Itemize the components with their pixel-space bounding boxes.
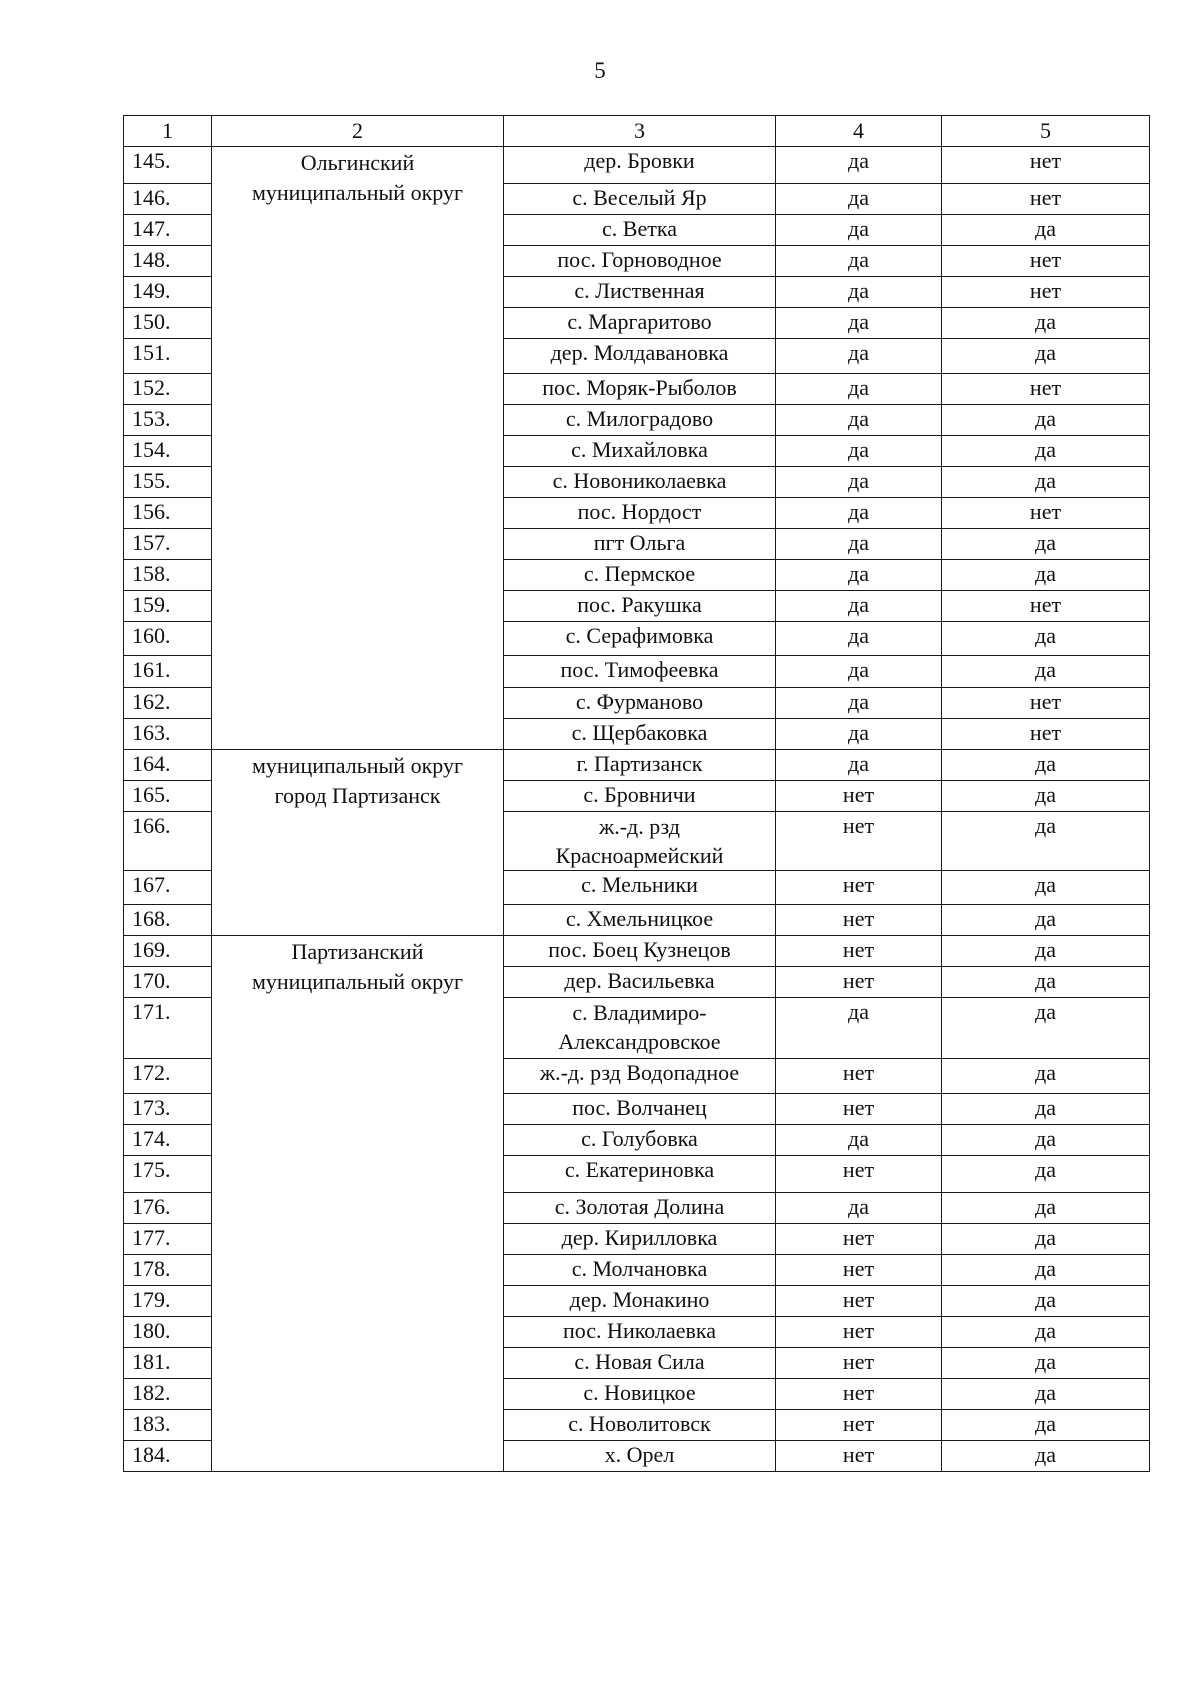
settlement-name: дер. Васильевка: [564, 968, 715, 993]
column-4-value: да: [776, 308, 942, 339]
header-cell-2: 2: [212, 116, 504, 147]
settlement-name: с. Серафимовка: [565, 623, 714, 648]
column-5-value: да: [942, 1224, 1150, 1255]
settlement-name: с. Молчановка: [571, 1256, 708, 1281]
settlement-name: пос. Горноводное: [557, 247, 722, 272]
row-number: 167.: [124, 871, 212, 905]
column-5-value: нет: [942, 147, 1150, 184]
settlement-cell: [504, 498, 776, 529]
row-number: 183.: [124, 1410, 212, 1441]
header-cell-1: 1: [124, 116, 212, 147]
settlement-cell: [504, 656, 776, 688]
column-4-value: нет: [776, 1286, 942, 1317]
row-number: 156.: [124, 498, 212, 529]
settlement-cell: [504, 246, 776, 277]
district-name: Ольгинский муниципальный округ: [251, 150, 463, 205]
column-4-value: нет: [776, 967, 942, 998]
settlement-cell: [504, 1193, 776, 1224]
settlement-cell: [504, 622, 776, 656]
column-4-value: да: [776, 184, 942, 215]
row-number: 147.: [124, 215, 212, 246]
settlement-name: пос. Ракушка: [577, 592, 702, 617]
settlement-name: с. Золотая Долина: [554, 1194, 725, 1219]
column-5-value: да: [942, 1125, 1150, 1156]
column-4-value: да: [776, 560, 942, 591]
settlement-cell: [504, 529, 776, 560]
column-4-value: нет: [776, 1156, 942, 1193]
column-4-value: нет: [776, 1348, 942, 1379]
column-5-value: да: [942, 998, 1150, 1059]
table-row: [124, 750, 1150, 781]
row-number: 146.: [124, 184, 212, 215]
settlement-name: с. Новолитовск: [568, 1411, 711, 1436]
settlement-name: с. Щербаковка: [571, 720, 708, 745]
column-5-value: нет: [942, 184, 1150, 215]
settlement-cell: [504, 1255, 776, 1286]
row-number: 162.: [124, 688, 212, 719]
column-5-value: да: [942, 1317, 1150, 1348]
settlement-cell: [504, 719, 776, 750]
settlement-name: дер. Молдавановка: [550, 340, 729, 365]
settlement-cell: [504, 750, 776, 781]
settlement-cell: [504, 277, 776, 308]
row-number: 153.: [124, 405, 212, 436]
column-5-value: да: [942, 1156, 1150, 1193]
settlement-name: пос. Волчанец: [572, 1095, 707, 1120]
settlement-name: х. Орел: [604, 1442, 675, 1467]
settlement-cell: [504, 1410, 776, 1441]
row-number: 161.: [124, 656, 212, 688]
column-4-value: да: [776, 147, 942, 184]
row-number: 182.: [124, 1379, 212, 1410]
settlement-cell: [504, 1441, 776, 1472]
row-number: 173.: [124, 1094, 212, 1125]
table-row: [124, 936, 1150, 967]
district-name: муниципальный округ город Партизанск: [251, 753, 463, 808]
column-5-value: да: [942, 436, 1150, 467]
settlement-name: дер. Бровки: [584, 148, 695, 173]
column-4-value: да: [776, 591, 942, 622]
row-number: 175.: [124, 1156, 212, 1193]
column-5-value: да: [942, 405, 1150, 436]
row-number: 184.: [124, 1441, 212, 1472]
row-number: 150.: [124, 308, 212, 339]
column-5-value: да: [942, 1441, 1150, 1472]
settlement-name: с. Хмельницкое: [565, 906, 714, 931]
column-4-value: нет: [776, 1094, 942, 1125]
column-4-value: да: [776, 656, 942, 688]
row-number: 151.: [124, 339, 212, 374]
column-4-value: нет: [776, 1410, 942, 1441]
settlement-cell: [504, 998, 776, 1059]
column-4-value: нет: [776, 1255, 942, 1286]
row-number: 169.: [124, 936, 212, 967]
column-4-value: да: [776, 467, 942, 498]
column-4-value: нет: [776, 812, 942, 871]
settlement-cell: [504, 1059, 776, 1094]
column-5-value: да: [942, 750, 1150, 781]
column-4-value: да: [776, 998, 942, 1059]
settlement-name: с. Екатериновка: [564, 1157, 715, 1182]
settlement-name: с. Веселый Яр: [572, 185, 707, 210]
row-number: 164.: [124, 750, 212, 781]
column-4-value: да: [776, 622, 942, 656]
header-cell-4: 4: [776, 116, 942, 147]
column-5-value: да: [942, 1255, 1150, 1286]
settlement-cell: [504, 591, 776, 622]
column-4-value: да: [776, 688, 942, 719]
row-number: 170.: [124, 967, 212, 998]
settlement-cell: [504, 688, 776, 719]
settlement-cell: [504, 436, 776, 467]
row-number: 166.: [124, 812, 212, 871]
column-5-value: нет: [942, 498, 1150, 529]
column-4-value: да: [776, 1125, 942, 1156]
settlement-name: ж.-д. рзд Водопадное: [539, 1060, 740, 1085]
column-4-value: да: [776, 498, 942, 529]
column-4-value: да: [776, 529, 942, 560]
column-4-value: да: [776, 339, 942, 374]
row-number: 180.: [124, 1317, 212, 1348]
settlement-cell: [504, 936, 776, 967]
column-4-value: да: [776, 405, 942, 436]
column-5-value: да: [942, 1348, 1150, 1379]
column-5-value: да: [942, 308, 1150, 339]
column-4-value: да: [776, 246, 942, 277]
row-number: 157.: [124, 529, 212, 560]
row-number: 181.: [124, 1348, 212, 1379]
settlement-name: с. Голубовка: [581, 1126, 698, 1151]
district-name: Партизанский муниципальный округ: [251, 939, 463, 994]
column-5-value: да: [942, 967, 1150, 998]
column-4-value: да: [776, 215, 942, 246]
row-number: 179.: [124, 1286, 212, 1317]
header-cell-3: 3: [504, 116, 776, 147]
settlement-name: пгт Ольга: [593, 530, 686, 555]
column-5-value: да: [942, 905, 1150, 936]
settlement-name: с. Маргаритово: [567, 309, 712, 334]
column-5-value: нет: [942, 688, 1150, 719]
column-4-value: да: [776, 750, 942, 781]
row-number: 174.: [124, 1125, 212, 1156]
column-5-value: да: [942, 622, 1150, 656]
column-4-value: нет: [776, 905, 942, 936]
settlement-cell: [504, 871, 776, 905]
settlement-cell: [504, 339, 776, 374]
column-5-value: да: [942, 1379, 1150, 1410]
row-number: 165.: [124, 781, 212, 812]
column-5-value: да: [942, 529, 1150, 560]
settlement-name: дер. Монакино: [569, 1287, 710, 1312]
column-5-value: да: [942, 1193, 1150, 1224]
row-number: 177.: [124, 1224, 212, 1255]
settlement-cell: [504, 308, 776, 339]
settlement-name: с. Фурманово: [575, 689, 704, 714]
settlement-cell: [504, 1094, 776, 1125]
settlement-cell: [504, 405, 776, 436]
settlement-cell: [504, 967, 776, 998]
settlement-cell: [504, 812, 776, 871]
column-5-value: да: [942, 339, 1150, 374]
settlement-cell: [504, 1156, 776, 1193]
column-4-value: нет: [776, 871, 942, 905]
header-cell-5: 5: [942, 116, 1150, 147]
settlement-name: с. Новониколаевка: [552, 468, 727, 493]
settlement-cell: [504, 781, 776, 812]
settlement-name: с. Мельники: [581, 872, 698, 897]
district-cell: [212, 750, 504, 936]
settlement-name: с. Ветка: [602, 216, 677, 241]
row-number: 158.: [124, 560, 212, 591]
district-cell: [212, 147, 504, 750]
settlement-cell: [504, 184, 776, 215]
column-5-value: нет: [942, 246, 1150, 277]
column-5-value: да: [942, 656, 1150, 688]
table-header-row: [124, 116, 1150, 147]
column-4-value: да: [776, 436, 942, 467]
settlement-name: пос. Нордост: [577, 499, 702, 524]
settlement-name: пос. Тимофеевка: [560, 657, 719, 682]
column-4-value: да: [776, 1193, 942, 1224]
row-number: 154.: [124, 436, 212, 467]
settlement-cell: [504, 467, 776, 498]
table-row: [124, 147, 1150, 184]
column-4-value: нет: [776, 1441, 942, 1472]
column-4-value: да: [776, 277, 942, 308]
settlement-name: г. Партизанск: [576, 751, 703, 776]
settlement-cell: [504, 147, 776, 184]
row-number: 145.: [124, 147, 212, 184]
column-4-value: нет: [776, 1224, 942, 1255]
settlement-name: с. Лиственная: [574, 278, 705, 303]
settlement-name: с. Новая Сила: [574, 1349, 705, 1374]
row-number: 171.: [124, 998, 212, 1059]
row-number: 160.: [124, 622, 212, 656]
column-4-value: нет: [776, 1059, 942, 1094]
column-4-value: нет: [776, 781, 942, 812]
column-5-value: да: [942, 467, 1150, 498]
column-4-value: да: [776, 719, 942, 750]
row-number: 163.: [124, 719, 212, 750]
row-number: 152.: [124, 374, 212, 405]
settlement-cell: [504, 1317, 776, 1348]
column-5-value: нет: [942, 277, 1150, 308]
column-5-value: да: [942, 1094, 1150, 1125]
settlement-name: с. Бровничи: [583, 782, 696, 807]
row-number: 178.: [124, 1255, 212, 1286]
column-5-value: да: [942, 1286, 1150, 1317]
column-5-value: нет: [942, 591, 1150, 622]
settlement-cell: [504, 374, 776, 405]
row-number: 159.: [124, 591, 212, 622]
column-5-value: да: [942, 812, 1150, 871]
column-5-value: да: [942, 1410, 1150, 1441]
row-number: 172.: [124, 1059, 212, 1094]
column-4-value: нет: [776, 1379, 942, 1410]
settlement-cell: [504, 1379, 776, 1410]
settlement-name: ж.-д. рзд Красноармейский: [555, 814, 724, 868]
column-5-value: да: [942, 215, 1150, 246]
settlements-table: [123, 115, 1150, 1472]
settlement-name: с. Новицкое: [583, 1380, 696, 1405]
column-5-value: да: [942, 936, 1150, 967]
settlement-cell: [504, 1348, 776, 1379]
row-number: 148.: [124, 246, 212, 277]
settlement-name: пос. Боец Кузнецов: [548, 937, 731, 962]
settlement-name: с. Милоградово: [565, 406, 714, 431]
settlement-name: с. Владимиро-Александровское: [558, 1000, 721, 1054]
column-5-value: да: [942, 871, 1150, 905]
column-5-value: да: [942, 1059, 1150, 1094]
settlement-cell: [504, 560, 776, 591]
settlement-name: с. Пермское: [583, 561, 696, 586]
settlement-name: пос. Моряк-Рыболов: [542, 375, 737, 400]
row-number: 176.: [124, 1193, 212, 1224]
settlement-name: пос. Николаевка: [562, 1318, 717, 1343]
settlement-cell: [504, 1125, 776, 1156]
page-number: 5: [594, 58, 606, 83]
column-4-value: нет: [776, 1317, 942, 1348]
row-number: 155.: [124, 467, 212, 498]
settlement-name: дер. Кирилловка: [561, 1225, 718, 1250]
settlement-name: с. Михайловка: [571, 437, 708, 462]
column-5-value: да: [942, 560, 1150, 591]
column-4-value: да: [776, 374, 942, 405]
column-4-value: нет: [776, 936, 942, 967]
column-5-value: нет: [942, 374, 1150, 405]
row-number: 168.: [124, 905, 212, 936]
column-5-value: да: [942, 781, 1150, 812]
settlement-cell: [504, 905, 776, 936]
settlement-cell: [504, 215, 776, 246]
row-number: 149.: [124, 277, 212, 308]
settlement-cell: [504, 1286, 776, 1317]
district-cell: [212, 936, 504, 1472]
column-5-value: нет: [942, 719, 1150, 750]
settlement-cell: [504, 1224, 776, 1255]
